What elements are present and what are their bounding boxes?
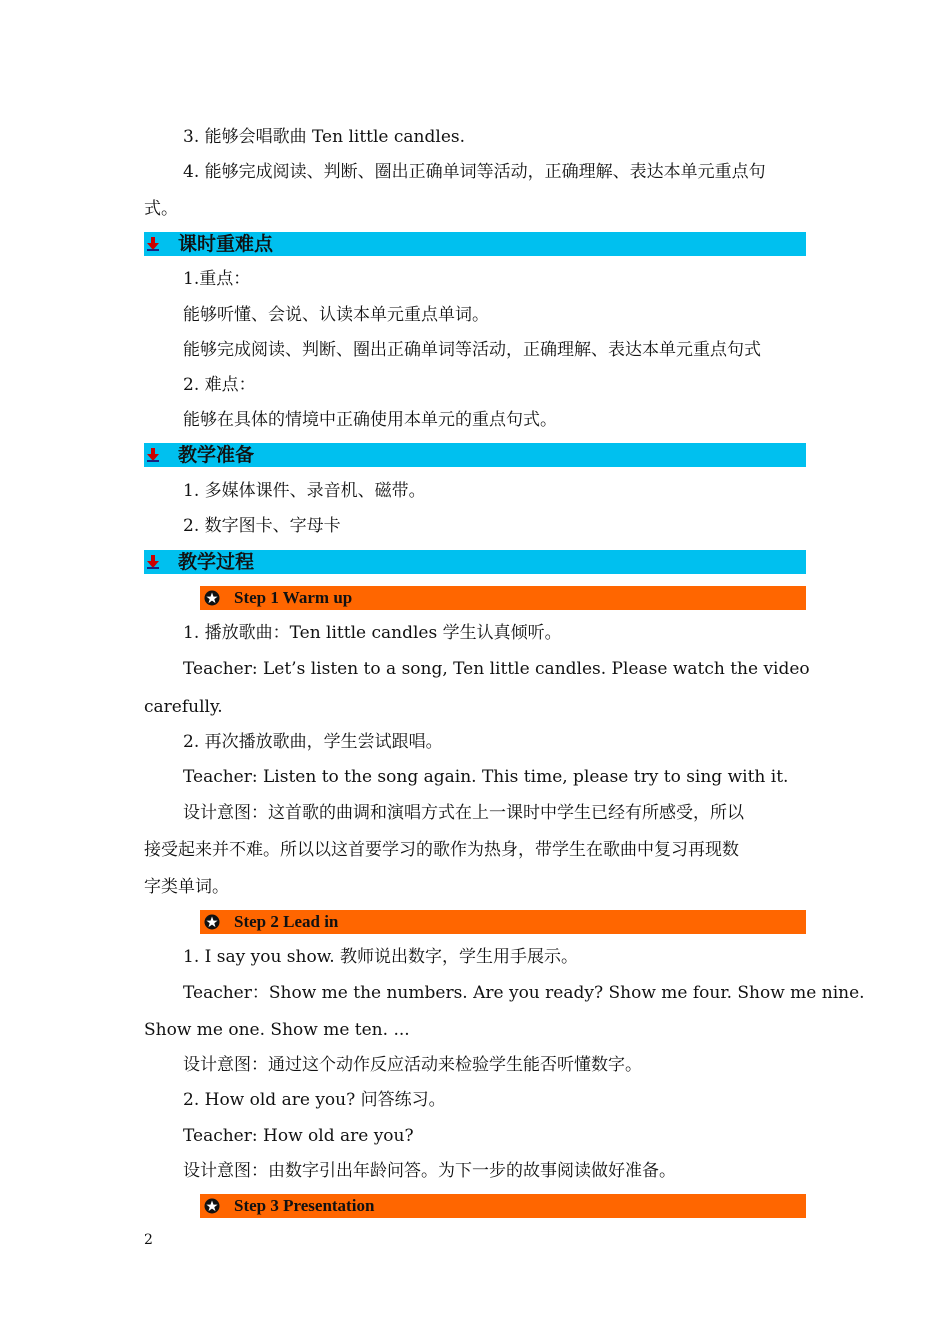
paragraph-line-16: 设计意图：这首歌的曲调和演唱方式在上一课时中学生已经有所感受，所以: [183, 803, 744, 823]
paragraph-line-17: 接受起来并不难。所以以这首要学习的歌作为热身，带学生在歌曲中复习再现数: [144, 840, 739, 860]
paragraph-line-1: 3. 能够会唱歌曲 Ten little candles.: [183, 127, 466, 147]
section-header-preparation: [144, 443, 806, 467]
down-arrow-bullet-icon: [146, 237, 160, 251]
page-number: 2: [144, 1232, 153, 1248]
section-header-key-points: [144, 232, 806, 256]
paragraph-line-20: Teacher：Show me the numbers. Are you ready? Show me four. Show me nine.: [183, 983, 865, 1003]
section-header-title: 教学准备: [178, 444, 255, 466]
paragraph-line-8: 能够在具体的情境中正确使用本单元的重点句式。: [183, 410, 557, 430]
paragraph-line-10: 2. 数字图卡、字母卡: [183, 516, 341, 536]
paragraph-line-7: 2. 难点：: [183, 375, 256, 395]
paragraph-line-5: 能够听懂、会说、认读本单元重点单词。: [183, 305, 489, 325]
paragraph-line-12: Teacher: Let’s listen to a song, Ten little candles. Please watch the video: [183, 659, 810, 679]
star-bullet-icon: [204, 1198, 220, 1214]
step-title: Step 1 Warm up: [234, 588, 353, 607]
paragraph-line-3: 式。: [144, 199, 178, 219]
paragraph-line-19: 1. I say you show. 教师说出数字，学生用手展示。: [183, 947, 579, 967]
step-header-warm-up: [200, 586, 806, 610]
star-bullet-icon: [204, 590, 220, 606]
paragraph-line-18: 字类单词。: [144, 877, 229, 897]
paragraph-line-21: Show me one. Show me ten. ...: [144, 1020, 410, 1040]
step-title: Step 3 Presentation: [234, 1196, 375, 1215]
step-header-lead-in: [200, 910, 806, 934]
paragraph-line-23: 2. How old are you? 问答练习。: [183, 1090, 446, 1110]
step-header-presentation: [200, 1194, 806, 1218]
star-bullet-icon: [204, 914, 220, 930]
step-title: Step 2 Lead in: [234, 912, 339, 931]
section-header-title: 教学过程: [178, 551, 255, 573]
paragraph-line-6: 能够完成阅读、判断、圈出正确单词等活动，正确理解、表达本单元重点句式: [183, 340, 761, 360]
paragraph-line-13: carefully.: [144, 697, 223, 717]
down-arrow-bullet-icon: [146, 555, 160, 569]
paragraph-line-4: 1.重点：: [183, 269, 251, 289]
paragraph-line-2: 4. 能够完成阅读、判断、圈出正确单词等活动，正确理解、表达本单元重点句: [183, 162, 766, 182]
paragraph-line-25: 设计意图：由数字引出年龄问答。为下一步的故事阅读做好准备。: [183, 1161, 676, 1181]
paragraph-line-14: 2. 再次播放歌曲，学生尝试跟唱。: [183, 732, 443, 752]
paragraph-line-11: 1. 播放歌曲：Ten little candles 学生认真倾听。: [183, 623, 562, 643]
down-arrow-bullet-icon: [146, 448, 160, 462]
paragraph-line-9: 1. 多媒体课件、录音机、磁带。: [183, 481, 426, 501]
paragraph-line-24: Teacher: How old are you?: [183, 1126, 414, 1146]
section-header-title: 课时重难点: [178, 233, 274, 255]
paragraph-line-22: 设计意图：通过这个动作反应活动来检验学生能否听懂数字。: [183, 1055, 642, 1075]
section-header-process: [144, 550, 806, 574]
paragraph-line-15: Teacher: Listen to the song again. This time, please try to sing with it.: [183, 767, 789, 787]
